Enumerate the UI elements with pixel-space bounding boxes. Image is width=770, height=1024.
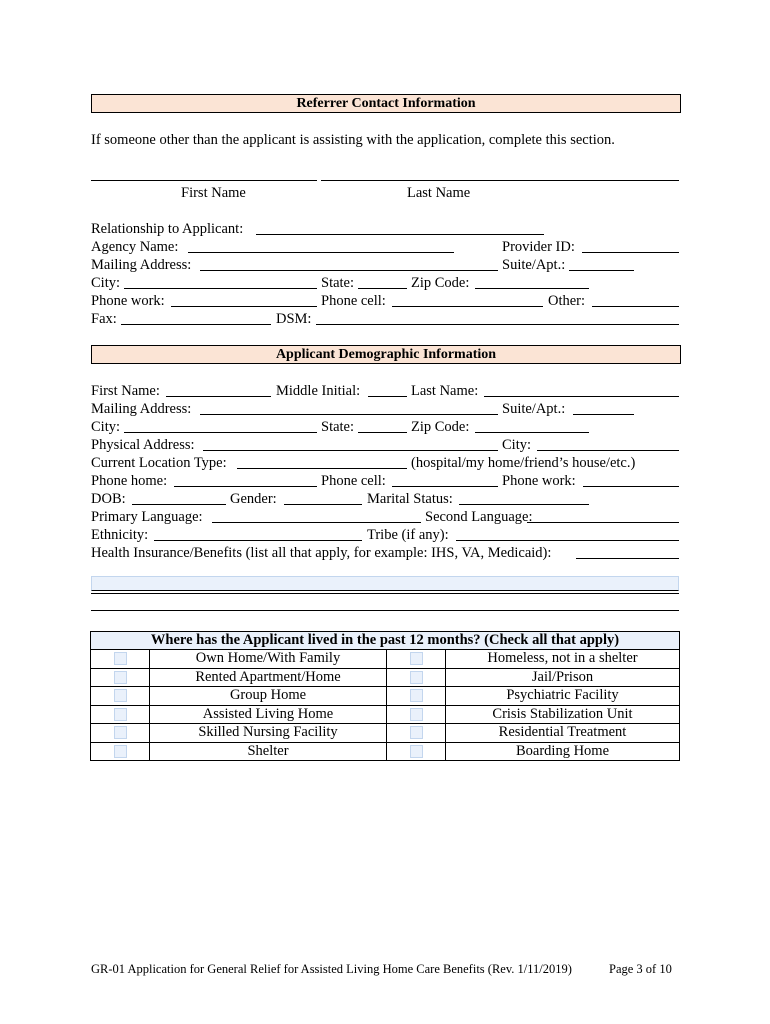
checkbox-cell[interactable] bbox=[387, 687, 446, 706]
referrer-phone-work-label: Phone work: bbox=[91, 293, 165, 309]
psychiatric-facility-checkbox[interactable] bbox=[410, 689, 423, 702]
footer-document-title: GR-01 Application for General Relief for Assisted Living Home Care Benefits (Rev. 1/11/2019) bbox=[91, 962, 572, 976]
applicant-city-field[interactable] bbox=[124, 418, 317, 433]
checkbox-cell[interactable] bbox=[387, 650, 446, 669]
residence-option-label: Residential Treatment bbox=[446, 724, 680, 743]
residence-option-label: Boarding Home bbox=[446, 742, 680, 761]
residence-option-label: Own Home/With Family bbox=[150, 650, 387, 669]
primary-language-field[interactable] bbox=[212, 508, 421, 523]
checkbox-cell[interactable] bbox=[387, 668, 446, 687]
applicant-state-label: State: bbox=[321, 419, 355, 435]
applicant-last-name-label: Last Name: bbox=[411, 383, 479, 399]
residence-option-label: Assisted Living Home bbox=[150, 705, 387, 724]
applicant-phone-cell-label: Phone cell: bbox=[321, 473, 386, 489]
residence-option-label: Homeless, not in a shelter bbox=[446, 650, 680, 669]
referrer-suite-field[interactable] bbox=[569, 256, 634, 271]
location-type-hint: (hospital/my home/friend’s house/etc.) bbox=[411, 455, 636, 471]
table-row bbox=[91, 650, 680, 669]
applicant-zip-label: Zip Code: bbox=[411, 419, 470, 435]
physical-address-label: Physical Address: bbox=[91, 437, 195, 453]
applicant-first-name-field[interactable] bbox=[166, 382, 271, 397]
agency-name-label: Agency Name: bbox=[91, 239, 179, 255]
checkbox-cell[interactable] bbox=[91, 687, 150, 706]
applicant-mailing-field[interactable] bbox=[200, 400, 498, 415]
provider-id-field[interactable] bbox=[582, 238, 679, 253]
referrer-zip-label: Zip Code: bbox=[411, 275, 470, 291]
second-language-label: Second Language: bbox=[425, 509, 533, 525]
residence-option-label: Jail/Prison bbox=[446, 668, 680, 687]
middle-initial-label: Middle Initial: bbox=[276, 383, 361, 399]
crisis-stabilization-checkbox[interactable] bbox=[410, 708, 423, 721]
applicant-first-name-label: First Name: bbox=[91, 383, 160, 399]
insurance-field-line-2[interactable] bbox=[91, 576, 679, 591]
ethnicity-field[interactable] bbox=[154, 526, 362, 541]
group-home-checkbox[interactable] bbox=[114, 689, 127, 702]
referrer-city-label: City: bbox=[91, 275, 121, 291]
residence-option-label: Psychiatric Facility bbox=[446, 687, 680, 706]
gender-field[interactable] bbox=[284, 490, 362, 505]
referrer-dsm-field[interactable] bbox=[316, 310, 679, 325]
assisted-living-checkbox[interactable] bbox=[114, 708, 127, 721]
referrer-intro-text: If someone other than the applicant is assisting with the application, complete this section. bbox=[91, 132, 615, 148]
dob-field[interactable] bbox=[132, 490, 226, 505]
checkbox-cell[interactable] bbox=[91, 742, 150, 761]
referrer-city-field[interactable] bbox=[124, 274, 317, 289]
referrer-zip-field[interactable] bbox=[475, 274, 589, 289]
jail-prison-checkbox[interactable] bbox=[410, 671, 423, 684]
referrer-state-label: State: bbox=[321, 275, 355, 291]
residence-table-header: Where has the Applicant lived in the past 12 months? (Check all that apply) bbox=[91, 632, 680, 650]
referrer-fax-field[interactable] bbox=[121, 310, 271, 325]
shelter-checkbox[interactable] bbox=[114, 745, 127, 758]
own-home-checkbox[interactable] bbox=[114, 652, 127, 665]
insurance-field[interactable] bbox=[576, 544, 679, 559]
applicant-phone-work-label: Phone work: bbox=[502, 473, 576, 489]
applicant-suite-field[interactable] bbox=[573, 400, 634, 415]
referrer-phone-cell-label: Phone cell: bbox=[321, 293, 386, 309]
location-type-label: Current Location Type: bbox=[91, 455, 227, 471]
table-row bbox=[91, 705, 680, 724]
second-language-field[interactable] bbox=[527, 508, 679, 523]
applicant-mailing-label: Mailing Address: bbox=[91, 401, 192, 417]
provider-id-label: Provider ID: bbox=[502, 239, 575, 255]
applicant-zip-field[interactable] bbox=[475, 418, 589, 433]
middle-initial-field[interactable] bbox=[368, 382, 407, 397]
residence-option-label: Rented Apartment/Home bbox=[150, 668, 387, 687]
referrer-phone-cell-field[interactable] bbox=[392, 292, 543, 307]
referrer-other-field[interactable] bbox=[592, 292, 679, 307]
insurance-label: Health Insurance/Benefits (list all that apply, for example: IHS, VA, Medicaid): bbox=[91, 545, 552, 561]
location-type-field[interactable] bbox=[237, 454, 407, 469]
agency-name-field[interactable] bbox=[188, 238, 454, 253]
referrer-mailing-label: Mailing Address: bbox=[91, 257, 192, 273]
residence-option-label: Skilled Nursing Facility bbox=[150, 724, 387, 743]
primary-language-label: Primary Language: bbox=[91, 509, 203, 525]
checkbox-cell[interactable] bbox=[91, 650, 150, 669]
tribe-field[interactable] bbox=[456, 526, 679, 541]
gender-label: Gender: bbox=[230, 491, 277, 507]
phone-home-label: Phone home: bbox=[91, 473, 168, 489]
marital-status-label: Marital Status: bbox=[367, 491, 453, 507]
applicant-state-field[interactable] bbox=[358, 418, 407, 433]
applicant-phone-work-field[interactable] bbox=[583, 472, 679, 487]
insurance-field-line-3[interactable] bbox=[91, 593, 679, 594]
referrer-phone-work-field[interactable] bbox=[171, 292, 317, 307]
referrer-suite-label: Suite/Apt.: bbox=[502, 257, 566, 273]
applicant-city-label: City: bbox=[91, 419, 121, 435]
physical-city-field[interactable] bbox=[537, 436, 679, 451]
referrer-section-header: Referrer Contact Information bbox=[91, 94, 681, 113]
residential-treatment-checkbox[interactable] bbox=[410, 726, 423, 739]
boarding-home-checkbox[interactable] bbox=[410, 745, 423, 758]
phone-home-field[interactable] bbox=[174, 472, 317, 487]
relationship-field[interactable] bbox=[256, 220, 544, 235]
residence-history-table bbox=[90, 631, 680, 761]
physical-address-field[interactable] bbox=[203, 436, 498, 451]
insurance-field-line-4[interactable] bbox=[91, 610, 679, 611]
referrer-other-label: Other: bbox=[548, 293, 586, 309]
referrer-mailing-field[interactable] bbox=[200, 256, 498, 271]
skilled-nursing-checkbox[interactable] bbox=[114, 726, 127, 739]
checkbox-cell[interactable] bbox=[387, 705, 446, 724]
referrer-first-name-caption: First Name bbox=[181, 185, 246, 201]
referrer-dsm-label: DSM: bbox=[276, 311, 312, 327]
residence-option-label: Group Home bbox=[150, 687, 387, 706]
physical-city-label: City: bbox=[502, 437, 532, 453]
checkbox-cell[interactable] bbox=[91, 668, 150, 687]
checkbox-cell[interactable] bbox=[91, 724, 150, 743]
table-row bbox=[91, 742, 680, 761]
dob-label: DOB: bbox=[91, 491, 126, 507]
applicant-section-header: Applicant Demographic Information bbox=[91, 345, 681, 364]
marital-status-field[interactable] bbox=[459, 490, 589, 505]
table-row bbox=[91, 724, 680, 743]
referrer-first-name-field[interactable] bbox=[91, 166, 317, 181]
residence-option-label: Shelter bbox=[150, 742, 387, 761]
applicant-last-name-field[interactable] bbox=[484, 382, 679, 397]
ethnicity-label: Ethnicity: bbox=[91, 527, 149, 543]
checkbox-cell[interactable] bbox=[91, 705, 150, 724]
checkbox-cell[interactable] bbox=[387, 724, 446, 743]
rented-apartment-checkbox[interactable] bbox=[114, 671, 127, 684]
referrer-state-field[interactable] bbox=[358, 274, 407, 289]
applicant-suite-label: Suite/Apt.: bbox=[502, 401, 566, 417]
applicant-phone-cell-field[interactable] bbox=[392, 472, 498, 487]
referrer-fax-label: Fax: bbox=[91, 311, 117, 327]
checkbox-cell[interactable] bbox=[387, 742, 446, 761]
tribe-label: Tribe (if any): bbox=[367, 527, 449, 543]
footer-page-number: Page 3 of 10 bbox=[609, 962, 672, 976]
residence-option-label: Crisis Stabilization Unit bbox=[446, 705, 680, 724]
table-row bbox=[91, 668, 680, 687]
table-row bbox=[91, 687, 680, 706]
referrer-last-name-caption: Last Name bbox=[407, 185, 471, 201]
relationship-label: Relationship to Applicant: bbox=[91, 221, 244, 237]
referrer-last-name-field[interactable] bbox=[321, 166, 679, 181]
homeless-checkbox[interactable] bbox=[410, 652, 423, 665]
